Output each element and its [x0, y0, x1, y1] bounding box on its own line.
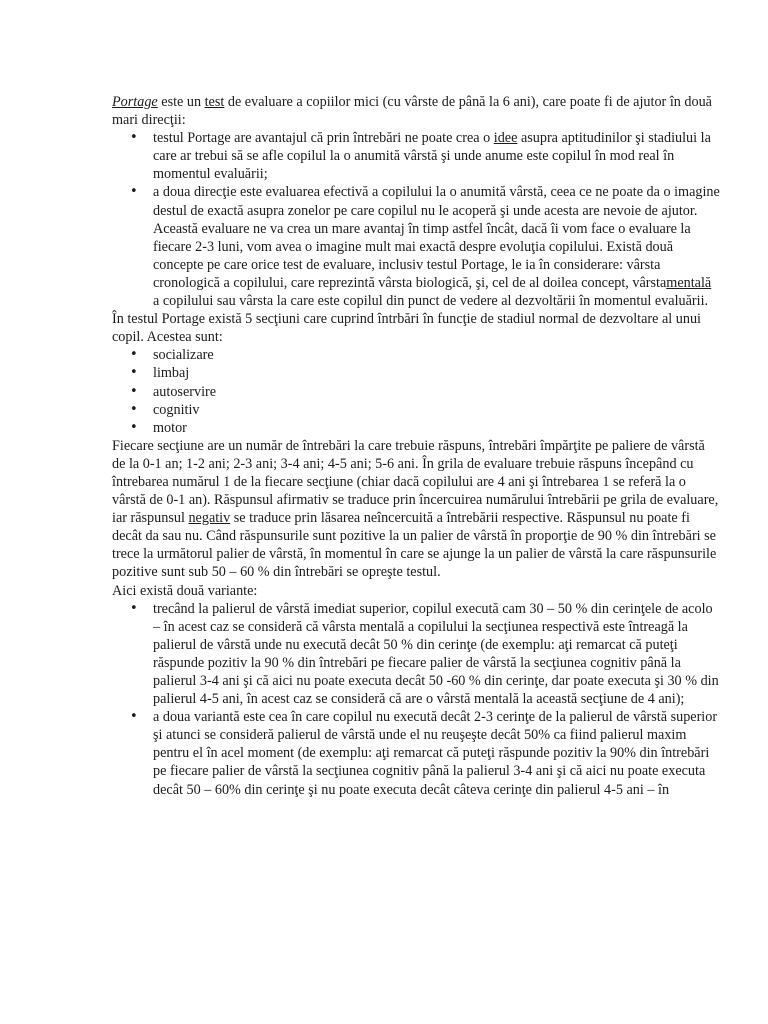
idee-link[interactable]: idee — [493, 130, 518, 147]
variants-list — [112, 600, 728, 799]
sections-list — [112, 346, 728, 436]
list-item: • testul Portage are avantajul că prin întrebări ne poate crea o idee asupra aptitudinilor şi stadiului la care ar trebui să se afle copilul la o anumită vârstă şi unde anume este copilul în mod real în momentul evaluării; — [153, 129, 728, 183]
intro-paragraph: Portage este un test de evaluare a copiilor mici (cu vârste de până la 6 ani), care poate fi de ajutor în două mari direcţii: — [112, 94, 712, 129]
list-item: • autoservire — [153, 383, 728, 401]
list-item: • a doua variantă este cea în care copilul nu execută decât 2-3 cerinţe de la palierul de vârstă superior şi atunci se consideră palierul de vârstă unde el nu reuşeşte decât 50% ca fiind palierul maxim pentru el în acel moment (de exemplu: aţi remarcat că puteţi răspunde pozitiv la 90% din întrebări pe fiecare palier de vârstă la secţiunea cognitiv până la palierul 3-4 ani şi că aici nu poate executa decât 50 – 60% din cerinţe şi nu poate executa decât câteva cerinţe din palierul 4-5 ani – în — [153, 708, 728, 798]
list-item: • trecând la palierul de vârstă imediat superior, copilul execută cam 30 – 50 % din cerinţele de acolo – în acest caz se consideră că vârsta mentală a copilului la secţiunea respectivă este întreagă la palierul de vârstă unde nu execută decât 50 % din cerinţe (de exemplu: aţi remarcat că puteţi răspunde pozitiv la 90 % din întrebări pe fiecare palier de vârstă la secţiunea cognitiv până la palierul 3-4 ani şi că aici nu poate executa decât 50 -60 % din cerinţe, dar poate executa şi 30 % din palierul 4-5 ani, în acest caz se consideră că are o vârstă mentală la această secţiune de 4 ani); — [153, 600, 728, 709]
sections-intro-paragraph: În testul Portage există 5 secţiuni care cuprind întrbări în funcţie de stadiul normal de dezvoltare al unui copil. Acestea sunt: — [112, 311, 701, 346]
list-item: • limbaj — [153, 364, 728, 382]
negativ-link[interactable]: negativ — [188, 510, 231, 527]
list-item: • motor — [153, 419, 728, 437]
list-item: • a doua direcţie este evaluarea efectivă a copilului la o anumită vârstă, ceea ce ne poate da o imagine destul de exactă asupra zonelor pe care copilul nu le acoperă şi unde acesta are nevoie de ajutor. Această evaluare ne va crea un mare avantaj în timp astfel încât, dacă îi vom face o evaluare la fiecare 2-3 luni, vom avea o imagine mult mai exactă despre evoluţia copilului. Există două concepte pe care orice test de evaluare, inclusiv testul Portage, le ia în considerare: vârsta cronologică a copilului, care reprezintă vârsta biologică, şi, cel de al doilea concept, vârstamentală a copilului sau vârsta la care este copilul din punct de vedere al dezvoltării în momentul evaluării. — [153, 183, 728, 310]
list-item: • cognitiv — [153, 401, 728, 419]
variants-intro-paragraph: Aici există două variante: — [112, 582, 258, 599]
portage-link[interactable]: Portage — [112, 94, 158, 110]
mentala-link[interactable]: mentală — [666, 274, 712, 291]
test-link[interactable]: test — [204, 94, 225, 110]
directions-list — [112, 129, 728, 310]
scoring-paragraph: Fiecare secţiune are un număr de întrebări la care trebuie răspuns, întrebări împărţite pe paliere de vârstă de la 0-1 an; 1-2 ani; 2-3 ani; 3-4 ani; 4-5 ani; 5-6 ani. În grila de evaluare trebuie răspuns începând cu întrebarea numărul 1 de la fiecare secţiune (chiar dacă copilului are 4 ani şi întrebarea 1 se referă la o vârstă de 0-1 an). Răspunsul afirmativ se traduce prin încercuirea numărului întrebării pe grila de evaluare, iar răspunsul negativ se traduce prin lăsarea neîncercuită a întrebării respective. Răspunsul nu poate fi decât da sau nu. Când răspunsurile sunt pozitive la un palier de vârstă în proporţie de 90 % din întrebări se trece la următorul palier de vârstă, în momentul în care se ajunge la un palier de vârstă la care răspunsurile pozitive sunt sub 50 – 60 % din întrebări se opreşte testul. — [112, 437, 719, 581]
list-item: • socializare — [153, 346, 728, 364]
